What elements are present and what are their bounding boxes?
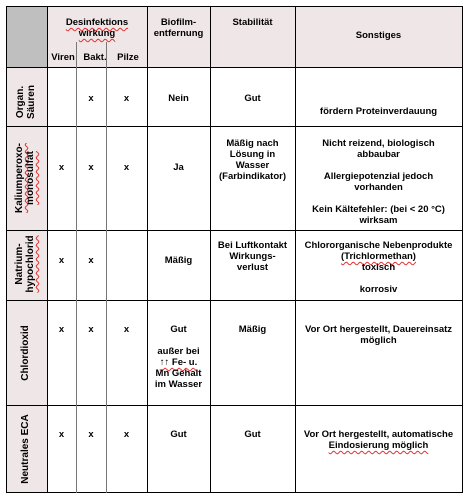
row1-biofilm: Nein [168, 93, 189, 104]
row4-viren: x [58, 324, 65, 335]
row5-biofilm: Gut [170, 429, 187, 440]
row2-sons-line4: vorhanden [354, 182, 403, 193]
row4-stabilitaet: Mäßig [238, 324, 267, 335]
row-label-organ-saeuren [15, 72, 39, 132]
row1-name-line2: Säuren [26, 85, 37, 119]
row5-sons-line2: Eindosierung möglich [328, 440, 429, 451]
corner-cell [6, 6, 47, 67]
row4-sons-line2: möglich [360, 335, 397, 346]
row4-bio-line1: Gut [170, 324, 187, 335]
row5-sonstiges [295, 429, 462, 451]
row4-pilze: x [123, 324, 130, 335]
row2-sons-line5: Kein Kältefehler: (bei < 20 °C) [312, 204, 445, 215]
row2-bakt: x [88, 162, 94, 173]
row1-name-line1: Organ. [15, 85, 26, 119]
row-label-kaliumperoxomonosulfat [14, 126, 38, 230]
row2-name-line2: monosulfat [25, 151, 36, 205]
row2-stab-line1: Mäßig nach [226, 138, 279, 149]
header-biofilm [147, 17, 210, 39]
header-biofilm-line2: entfernung [153, 28, 204, 39]
row4-biofilm [147, 324, 210, 390]
row3-biofilm: Mäßig [164, 255, 193, 266]
row2-viren: x [58, 162, 65, 173]
row2-sons-line1: Nicht reizend, biologisch [322, 138, 435, 149]
row4-name-line1: Chlordioxid [20, 325, 31, 381]
row3-stabilitaet [210, 240, 295, 273]
row5-viren: x [58, 429, 65, 440]
row5-bakt: x [88, 429, 94, 440]
header-biofilm-line1: Biofilm- [160, 17, 197, 28]
row2-stabilitaet [210, 138, 295, 182]
row-label-neutrales-eca [20, 405, 32, 493]
row2-sonstiges [295, 138, 462, 226]
row3-bakt: x [88, 255, 94, 266]
row4-sons-line1: Vor Ort hergestellt, Dauereinsatz [304, 324, 453, 335]
row3-sonstiges [295, 240, 462, 295]
header-desinfektion [47, 17, 147, 39]
row4-bio-line3: ↑↑ Fe- u. [159, 357, 198, 368]
row1-sonstiges: fördern Proteinverdauung [319, 106, 438, 117]
row-label-chlordioxid [20, 313, 32, 393]
row5-name-line1: Neutrales ECA [20, 414, 31, 484]
row3-name-line2: hypochlorid [25, 235, 36, 293]
row4-bio-line2: außer bei [157, 346, 200, 357]
row2-sons-line2: abbaubar [357, 149, 400, 160]
header-desinfektion-line2: wirkung [78, 28, 116, 39]
row5-stabilitaet: Gut [244, 429, 261, 440]
row1-pilze: x [123, 93, 130, 104]
row2-sons-line6: wirksam [359, 215, 398, 226]
row2-stab-line2: Lösung in [229, 149, 276, 160]
row4-bio-line5: im Wasser [154, 379, 203, 390]
row4-bio-line4: Mn Gehalt [155, 368, 202, 379]
row-label-natriumhypochlorid [14, 229, 38, 299]
header-sonstiges: Sonstiges [355, 30, 402, 41]
row4-sonstiges [295, 324, 462, 346]
header-pilze: Pilze [117, 52, 139, 63]
header-stabilitaet: Stabilität [232, 17, 273, 28]
row3-stab-line1: Bei Luftkontakt [217, 240, 288, 251]
row2-stab-line3: Wasser [235, 160, 270, 171]
header-bakt: Bakt. [83, 52, 107, 63]
row3-stab-line3: verlust [236, 262, 269, 273]
row5-pilze: x [123, 429, 130, 440]
row1-bakt: x [88, 93, 94, 104]
row3-sons-line3: toxisch [361, 262, 396, 273]
row2-pilze: x [123, 162, 130, 173]
row3-sons-line1: Chlororganische Nebenprodukte [304, 240, 453, 251]
header-desinfektion-line1: Desinfektions [65, 17, 129, 28]
row3-viren: x [58, 255, 65, 266]
row2-biofilm: Ja [173, 162, 184, 173]
row3-name-line1: Natrium- [14, 243, 25, 285]
row3-sons-line4: korrosiv [359, 284, 398, 295]
row1-stabilitaet: Gut [244, 93, 261, 104]
header-viren: Viren [51, 52, 75, 63]
row2-stab-line4: (Farbindikator) [218, 171, 287, 182]
row2-name-line1: Kaliumperoxo- [14, 143, 25, 214]
row4-bakt: x [88, 324, 94, 335]
row3-sons-line2: (Trichlormethan) [341, 251, 416, 262]
row2-sons-line3: Allergiepotenzial jedoch [323, 171, 434, 182]
row5-sons-line1: Vor Ort hergestellt, automatische [303, 429, 454, 440]
row3-stab-line2: Wirkungs- [229, 251, 276, 262]
